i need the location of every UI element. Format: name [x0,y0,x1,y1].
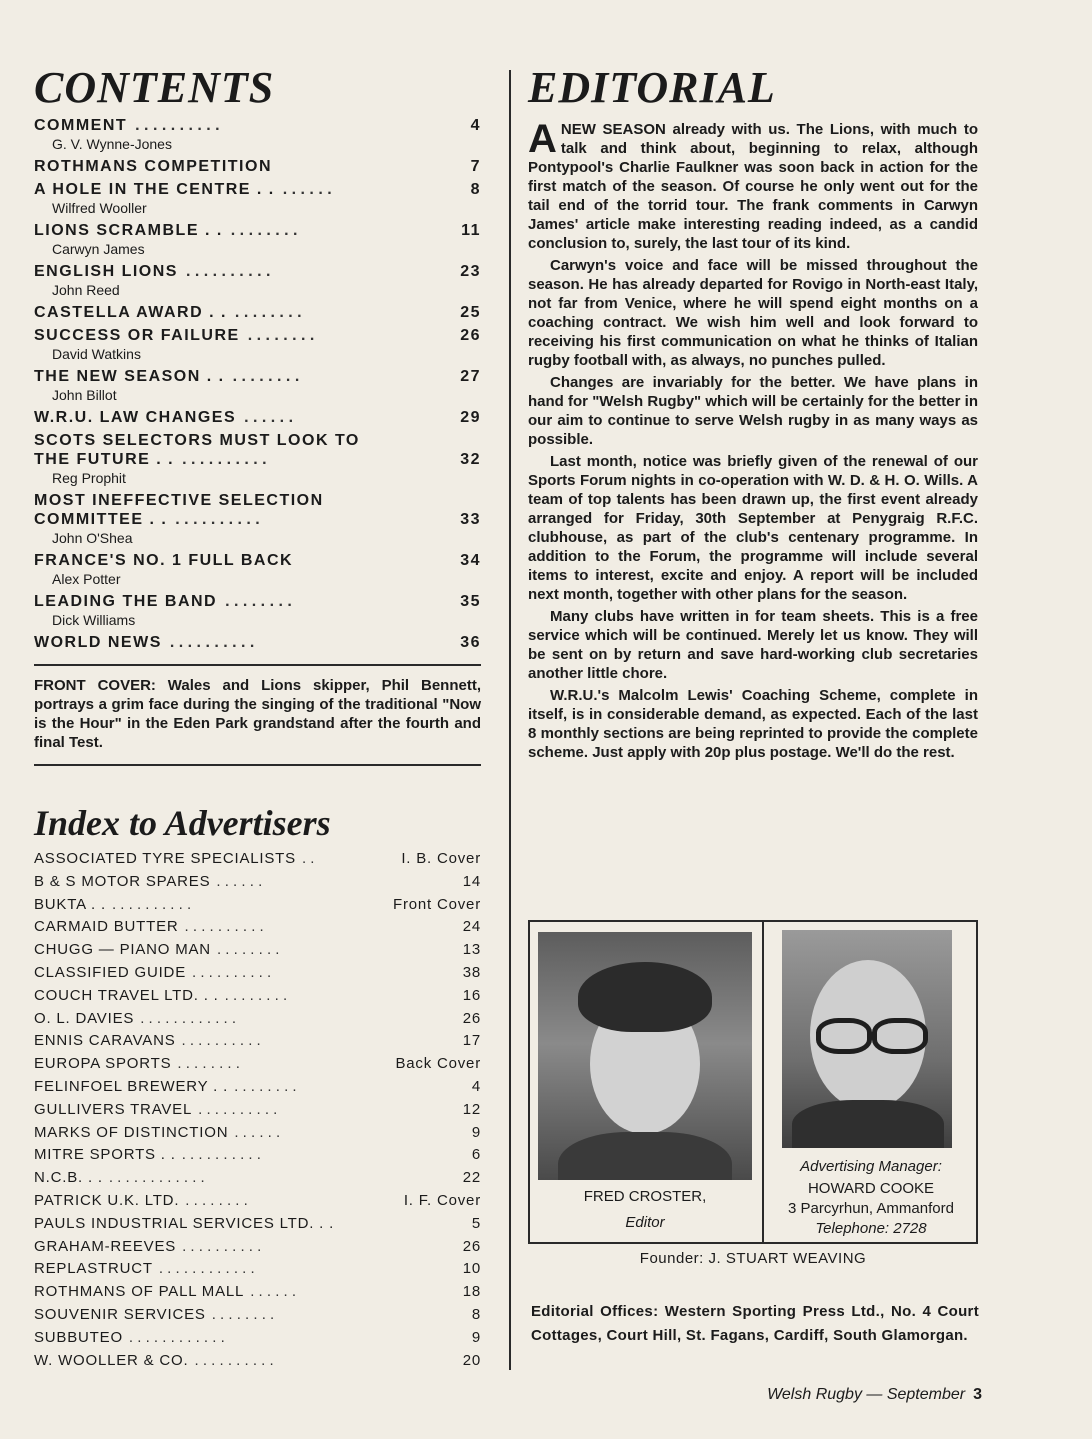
contents-entry-page: 29 [460,409,481,426]
advertiser-name: COUCH TRAVEL LTD. . . [34,986,219,1004]
contents-entry-title: ENGLISH LIONS [34,263,178,280]
advertiser-page: 16 [462,986,481,1004]
advertiser-name: MARKS OF DISTINCTION [34,1123,229,1141]
advertiser-page: 9 [471,1328,481,1346]
advertiser-name: B & S MOTOR SPARES [34,872,211,890]
founder-line: Founder: J. STUART WEAVING [639,1250,867,1267]
leader-dots: . . . . . . . . . . [194,1351,274,1369]
leader-dots: . . . . . . [234,1123,281,1141]
contents-entry [34,157,481,176]
advertiser-page: Back Cover [395,1055,481,1073]
advertiser-name: O. L. DAVIES [34,1009,135,1027]
advertiser-page: 6 [471,1146,481,1164]
advertising-manager-role: Advertising Manager: [800,1158,942,1175]
advertising-manager-phone: Telephone: 2728 [815,1220,927,1237]
advertiser-row [34,1350,481,1373]
contents-heading: CONTENTS [34,63,275,112]
advertiser-page: 26 [462,1237,481,1255]
leader-dots: . . . . . . . . [177,1055,240,1073]
contents-entry-page: 27 [460,368,481,385]
advertiser-page: 24 [462,918,481,936]
editorial-paragraph: Changes are invariably for the better. We have plans in hand for "Welsh Rugby" which will be certainly for the better in our aim to continue to serve Welsh rugby in as many ways as possible. [528,374,978,448]
leader-dots: . . . . . . . . [211,1305,275,1323]
contents-entry [34,408,481,427]
contents-entry-page: 8 [470,181,481,198]
leader-dots: . . . . . . [282,181,332,198]
advertiser-name: W. WOOLLER & CO. [34,1351,189,1369]
contents-entry [34,491,481,547]
advertiser-name: PATRICK U.K. LTD. [34,1191,180,1209]
contents-entry-author: Carwyn James [52,241,145,257]
leader-dots: . . . . . . . . . . . . [158,1260,255,1278]
contents-entry-title: SUCCESS OR FAILURE [34,327,240,344]
leader-dots: . . [301,850,315,867]
leader-dots: . . . . . . . . [247,327,315,344]
contents-entry-title: LEADING THE BAND [34,593,218,610]
leader-dots: . . . . . . . . . . . . [108,1169,205,1187]
contents-entry [34,262,481,299]
contents-entry-page: 36 [460,634,481,651]
advertiser-name: N.C.B. . . [34,1169,103,1187]
advertiser-row [34,1076,481,1099]
contents-entry-author: Reg Prophit [52,470,126,486]
advertiser-row [34,1281,481,1304]
leader-dots: . . . . . . . . . . [169,634,255,651]
advertising-manager-address: 3 Parcyrhun, Ammanford [788,1200,954,1217]
contents-entry-author: John Reed [52,282,120,298]
contents-entry-title: MOST INEFFECTIVE SELECTION [34,492,324,509]
advertiser-page: 17 [462,1032,481,1050]
advertiser-row [34,871,481,894]
advertiser-page: 14 [462,872,481,890]
advertiser-page: 9 [471,1123,481,1141]
leader-dots: . . . . . . . . . . [182,451,267,468]
advertiser-row [34,894,481,917]
contents-entry-author: Wilfred Wooller [52,200,147,216]
index-heading: Index to Advertisers [34,803,331,843]
advertiser-page: 38 [462,963,481,981]
leader-dots: . . . . . . . . . . [181,1146,261,1164]
leader-dots: . . . . . . . . [225,593,292,610]
contents-entry-title-cont: COMMITTEE . . [34,511,168,528]
contents-entry-page: 25 [460,304,481,321]
advertiser-row [34,1099,481,1122]
advertiser-row [34,1167,481,1190]
contents-entry-author: John Billot [52,387,117,403]
advertiser-page: 10 [462,1260,481,1278]
advertiser-page: 26 [462,1009,481,1027]
contents-entry-title: SCOTS SELECTORS MUST LOOK TO [34,432,360,449]
advertiser-name: REPLASTRUCT [34,1260,153,1278]
leader-dots: . . . . . . . . . . . . [128,1328,225,1346]
leader-dots: . . . . . . . . . . [184,918,264,936]
leader-dots: . . . . . . . . . . [175,511,260,528]
contents-entry-title: THE NEW SEASON . . [34,368,225,385]
contents-entry-author: Dick Williams [52,612,136,628]
advertiser-name: GULLIVERS TRAVEL [34,1100,193,1118]
advertiser-page: I. B. Cover [401,850,481,867]
right-column [528,62,978,765]
contents-entry-author: David Watkins [52,346,141,362]
advertiser-name: SOUVENIR SERVICES [34,1305,206,1323]
leader-dots: . . . . . . . . . . [198,1100,278,1118]
contents-entry-author: G. V. Wynne-Jones [52,136,172,152]
photo-divider [762,922,764,1242]
contents-entry [34,326,481,363]
section-rule [34,664,481,666]
advertiser-name: CARMAID BUTTER [34,918,179,936]
page-number: 3 [973,1386,982,1403]
advertising-manager-name: HOWARD COOKE [807,1180,935,1197]
contents-entry-title: WORLD NEWS [34,634,162,651]
advertiser-page: 22 [462,1169,481,1187]
advertiser-name: GRAHAM-REEVES [34,1237,177,1255]
advertiser-name: MITRE SPORTS . . [34,1146,176,1164]
advertiser-row [34,1122,481,1145]
advertiser-row [34,1030,481,1053]
publication-name: Welsh Rugby — September [767,1386,966,1403]
leader-dots: . . . . . . . . [224,986,288,1004]
contents-entry [34,303,481,322]
leader-dots: . . . . . . . . . . . . [140,1009,237,1027]
staff-photo-box [528,920,978,1244]
advertiser-row [34,1236,481,1259]
advertiser-name: FELINFOEL BREWERY . . [34,1077,229,1095]
drop-cap: A [528,117,557,161]
contents-entry [34,551,481,588]
editorial-heading: EDITORIAL [528,63,776,112]
advertiser-page: 13 [462,941,481,959]
advertiser-name: SUBBUTEO [34,1328,123,1346]
advertiser-row [34,1190,481,1213]
contents-entry-title: A HOLE IN THE CENTRE . . [34,181,275,198]
contents-entry-page: 34 [460,552,481,569]
advertiser-name: PAULS INDUSTRIAL SERVICES LTD. . . [34,1214,335,1232]
contents-entry-title: CASTELLA AWARD . . [34,304,227,321]
advertiser-row [34,985,481,1008]
leader-dots: . . . . . . [244,409,294,426]
contents-entry [34,431,481,487]
advertisers-list [34,848,481,1372]
contents-entry-page: 23 [460,263,481,280]
advertiser-row [34,916,481,939]
advertiser-page: 4 [471,1077,481,1095]
editorial-body [528,117,978,762]
contents-entry-title: FRANCE'S NO. 1 FULL BACK [34,552,294,569]
contents-entry-author: John O'Shea [52,530,133,546]
contents-entry-title: W.R.U. LAW CHANGES [34,409,237,426]
editorial-paragraph: Carwyn's voice and face will be missed throughout the season. He has already departed for Rovigo in North-east Italy, not far from Venice, where he will spend eight months on a coaching contract. We wish him well and look forward to receiving his first communication on what he thinks of Italian rugby football with, as always, no punches pulled. [528,257,978,369]
editorial-paragraph: Last month, notice was briefly given of the renewal of our Sports Forum nights in co-operation with W. D. & H. O. Wills. A team of top talents has been drawn up, the first event already arranged for Friday, 30th September at Penygraig R.F.C. clubhouse, as part of the club's centenary programme. In addition to the Forum, the programme will include several items to interest, excite and enjoy. A report will be included next month, together with other plans for the season. [528,453,978,603]
leader-dots: . . . . . . . . [234,1077,297,1095]
advertiser-page: I. F. Cover [403,1191,481,1209]
contents-entry-title-cont: THE FUTURE . . [34,451,175,468]
advertiser-row [34,1213,481,1236]
advertiser-name: ASSOCIATED TYRE SPECIALISTS [34,850,296,867]
leader-dots: . . . . . . . . . . [185,263,271,280]
contents-entry [34,221,481,258]
leader-dots: . . . . . . . . . . [111,895,192,913]
advertiser-name: ENNIS CARAVANS [34,1032,176,1050]
editor-role: Editor [625,1214,665,1231]
contents-entry [34,592,481,629]
editorial-paragraph: A NEW SEASON already with us. The Lions, with much to talk and think about, beginning to relax, although Pontypool's Charlie Faulkner was soon back in action for the first match of the season. Of course he only went out for the tail end of the torrid tour. The frank comments in Carwyn James' article make interesting reading indeed, as a candid conclusion to, surely, the last tour of its kind. [528,117,978,252]
section-rule [34,764,481,766]
contents-entry-page: 4 [470,117,481,134]
leader-dots: . . . . . . . . [216,941,280,959]
advertiser-row [34,848,481,871]
contents-entry [34,367,481,404]
leader-dots: . . . . . . . . [234,304,302,321]
advertiser-row [34,962,481,985]
leader-dots: . . . . . . . . . . [182,1237,262,1255]
contents-entry-page: 33 [460,511,481,528]
contents-entry-page: 26 [460,327,481,344]
editor-name: FRED CROSTER, [583,1188,707,1205]
contents-list [34,116,481,652]
contents-entry-title: ROTHMANS COMPETITION [34,158,272,175]
contents-entry [34,116,481,153]
editorial-paragraph: W.R.U.'s Malcolm Lewis' Coaching Scheme, complete in itself, is in considerable demand, as expected. Each of the last 8 monthly sections are being reprinted to provide the complete scheme. Just apply with 20p plus postage. We'll do the rest. [528,687,978,761]
leader-dots: . . . . . . [250,1283,297,1301]
contents-entry-title: LIONS SCRAMBLE . . [34,222,223,239]
contents-entry-page: 7 [470,158,481,175]
leader-dots: . . . . . . . . [230,222,298,239]
left-column [34,62,481,1372]
advertiser-name: BUKTA . . [34,895,106,913]
advertiser-name: CLASSIFIED GUIDE [34,963,186,981]
advertising-manager-photo [782,930,952,1148]
front-cover-caption: FRONT COVER: Wales and Lions skipper, Phil Bennett, portrays a grim face during the singing of the traditional "Now is the Hour" in the Eden Park grandstand after the fourth and final Test. [34,677,481,751]
advertiser-name: CHUGG — PIANO MAN [34,941,211,959]
page-folio [738,1386,982,1404]
advertiser-page: 5 [471,1214,481,1232]
advertiser-row [34,1144,481,1167]
leader-dots: . . . . . . . . [232,368,300,385]
contents-entry-page: 35 [460,593,481,610]
column-divider [509,70,511,1370]
advertiser-page: 8 [471,1305,481,1323]
advertiser-row [34,1008,481,1031]
contents-entry-author: Alex Potter [52,571,121,587]
advertiser-row [34,1053,481,1076]
contents-entry-page: 11 [461,222,481,239]
editor-photo [538,932,752,1180]
advertiser-page: 20 [462,1351,481,1369]
contents-entry [34,180,481,217]
contents-entry-title: COMMENT [34,117,128,134]
advertiser-row [34,1327,481,1350]
leader-dots: . . . . . . [216,872,263,890]
advertiser-row [34,1304,481,1327]
leader-dots: . . . . . . . . . . [192,963,272,981]
advertiser-name: ROTHMANS OF PALL MALL [34,1283,245,1301]
leader-dots: . . . . . . . . . . [181,1032,261,1050]
editorial-paragraph: Many clubs have written in for team sheets. This is a free service which will be continued. Merely let us know. They will be sent on by return and save hard-working club secretaries another little chore. [528,608,978,682]
leader-dots: . . . . . . . . [185,1191,248,1209]
contents-entry-page: 32 [460,451,481,468]
advertiser-name: EUROPA SPORTS [34,1055,172,1073]
editorial-offices: Editorial Offices: Western Sporting Press Ltd., No. 4 Court Cottages, Court Hill, St. Fagans, Cardiff, South Glamorgan. [531,1303,979,1344]
advertiser-row [34,1258,481,1281]
contents-entry [34,633,481,652]
advertiser-page: 18 [462,1283,481,1301]
advertiser-row [34,939,481,962]
advertiser-page: 12 [462,1100,481,1118]
leader-dots: . . . . . . . . . . [135,117,220,134]
advertiser-page: Front Cover [393,895,481,913]
